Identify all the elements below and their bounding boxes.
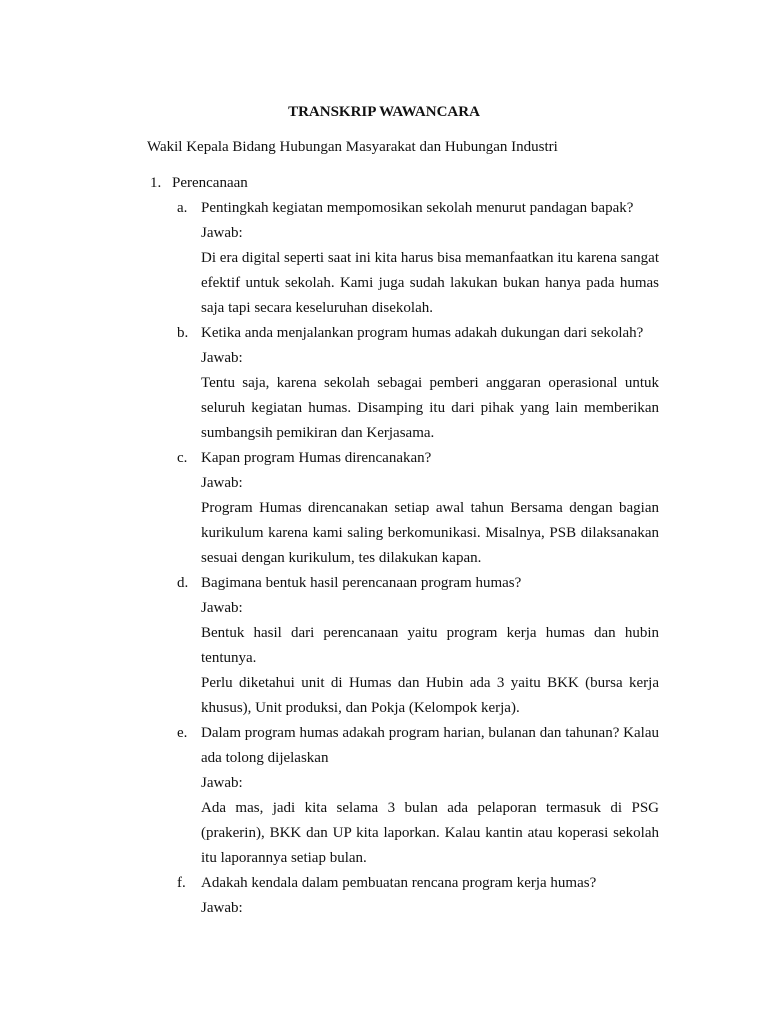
question-list	[177, 196, 659, 921]
question-text: Dalam program humas adakah program harian, bulanan dan tahunan? Kalau ada tolong dijelaskan	[201, 725, 659, 766]
question-text: Kapan program Humas direncanakan?	[201, 450, 432, 466]
item-letter: d.	[177, 575, 189, 591]
answer-text: Tentu saja, karena sekolah sebagai pemberi anggaran operasional untuk seluruh kegiatan humas. Disamping itu dari pihak yang lain memberikan sumbangsih pemikiran dan Kerjasama.	[201, 375, 659, 441]
item-letter: b.	[177, 325, 189, 341]
question-item-c	[177, 446, 659, 571]
answer-text: Bentuk hasil dari perencanaan yaitu program kerja humas dan hubin tentunya.	[201, 625, 659, 666]
answer-text: Ada mas, jadi kita selama 3 bulan ada pelaporan termasuk di PSG (prakerin), BKK dan UP kita laporkan. Kalau kantin atau koperasi sekolah itu laporannya setiap bulan.	[201, 800, 659, 866]
question-item-a	[177, 196, 659, 321]
section-number: 1.	[150, 175, 162, 191]
answer-label: Jawab:	[201, 900, 243, 916]
item-letter: c.	[177, 450, 188, 466]
answer-label: Jawab:	[201, 225, 243, 241]
item-letter: e.	[177, 725, 188, 741]
answer-label: Jawab:	[201, 775, 243, 791]
question-text: Adakah kendala dalam pembuatan rencana program kerja humas?	[201, 875, 597, 891]
question-item-b	[177, 321, 659, 446]
section-heading	[150, 173, 248, 193]
section-title: Perencanaan	[172, 175, 248, 191]
answer-text: Program Humas direncanakan setiap awal tahun Bersama dengan bagian kurikulum karena kami saling berkomunikasi. Misalnya, PSB dilaksanakan sesuai dengan kurikulum, tes dilakukan kapan.	[201, 500, 659, 566]
item-letter: a.	[177, 200, 188, 216]
question-text: Pentingkah kegiatan mempomosikan sekolah menurut pandagan bapak?	[201, 200, 634, 216]
answer-text: Perlu diketahui unit di Humas dan Hubin ada 3 yaitu BKK (bursa kerja khusus), Unit produksi, dan Pokja (Kelompok kerja).	[201, 675, 659, 716]
question-text: Ketika anda menjalankan program humas adakah dukungan dari sekolah?	[201, 325, 644, 341]
document-title: TRANSKRIP WAWANCARA	[288, 104, 480, 120]
answer-text: Di era digital seperti saat ini kita harus bisa memanfaatkan itu karena sangat efektif untuk sekolah. Kami juga sudah lakukan bukan hanya pada humas saja tapi secara keseluruhan disekolah.	[201, 250, 659, 316]
question-item-f	[177, 871, 659, 921]
answer-label: Jawab:	[201, 350, 243, 366]
answer-label: Jawab:	[201, 475, 243, 491]
document-subtitle: Wakil Kepala Bidang Hubungan Masyarakat dan Hubungan Industri	[147, 139, 558, 155]
answer-label: Jawab:	[201, 600, 243, 616]
question-item-d	[177, 571, 659, 721]
item-letter: f.	[177, 875, 186, 891]
question-text: Bagimana bentuk hasil perencanaan program humas?	[201, 575, 522, 591]
question-item-e	[177, 721, 659, 871]
